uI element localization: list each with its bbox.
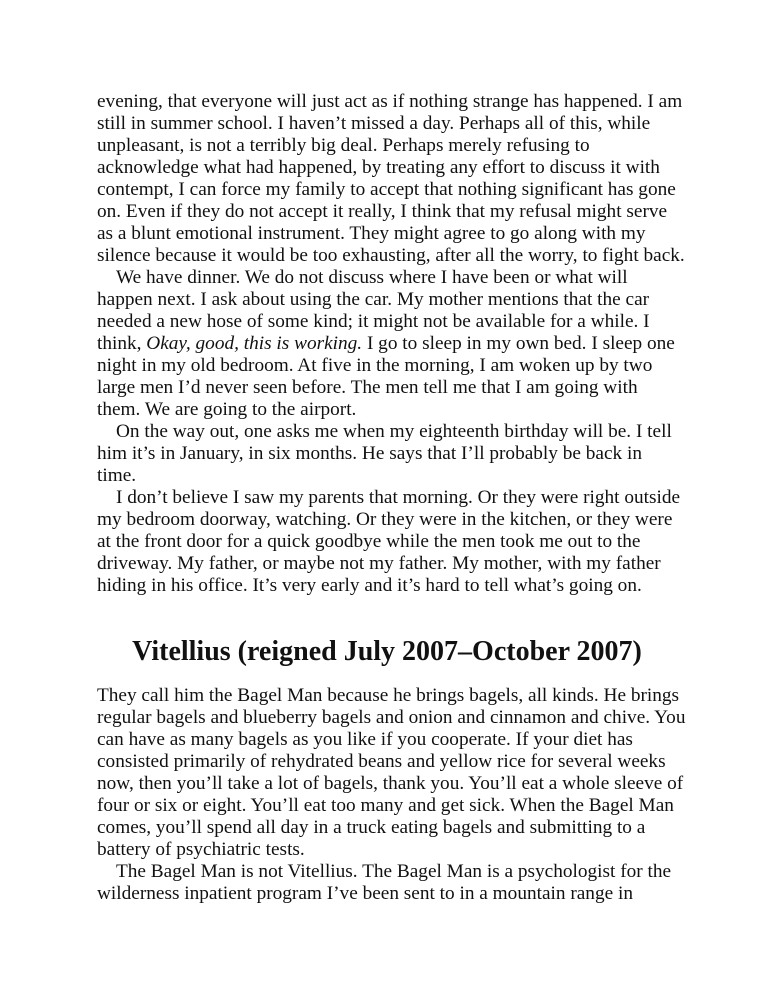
text-line: them. We are going to the airport. — [97, 399, 357, 420]
paragraph-way-out — [97, 421, 677, 487]
text-line: him it’s in January, in six months. He says that I’ll probably be back in — [97, 443, 642, 464]
text-line: consisted primarily of rehydrated beans and yellow rice for several weeks — [97, 751, 666, 772]
text-line: The Bagel Man is not Vitellius. The Bagel Man is a psychologist for the — [116, 861, 672, 882]
text-line: silence because it would be too exhausting, after all the worry, to fight back. — [97, 245, 685, 266]
text-line: regular bagels and blueberry bagels and onion and cinnamon and chive. You — [97, 707, 686, 728]
text-line: driveway. My father, or maybe not my father. My mother, with my father — [97, 553, 661, 574]
book-page — [97, 91, 686, 905]
text-line: evening, that everyone will just act as if nothing strange has happened. I am — [97, 91, 683, 112]
text-line: on. Even if they do not accept it really, I think that my refusal might serve — [97, 201, 668, 222]
text-line: unpleasant, is not a terribly big deal. Perhaps merely refusing to — [97, 135, 590, 156]
text-line: at the front door for a quick goodbye while the men took me out to the — [97, 531, 641, 552]
text-line: contempt, I can force my family to accept that nothing significant has gone — [97, 179, 676, 200]
text-line: They call him the Bagel Man because he brings bagels, all kinds. He brings — [97, 685, 680, 706]
text-run: I go to sleep in my own bed. I sleep one — [362, 333, 675, 354]
text-line: can have as many bagels as you like if you cooperate. If your diet has — [97, 729, 633, 750]
section-heading: Vitellius (reigned July 2007–October 2007) — [132, 636, 642, 667]
text-line: as a blunt emotional instrument. They might agree to go along with my — [97, 223, 646, 244]
text-line: night in my old bedroom. At five in the morning, I am woken up by two — [97, 355, 653, 376]
text-line: On the way out, one asks me when my eighteenth birthday will be. I tell — [116, 421, 672, 442]
text-line: large men I’d never seen before. The men tell me that I am going with — [97, 377, 638, 398]
paragraph-bagel-man — [97, 685, 686, 861]
text-line: my bedroom doorway, watching. Or they were in the kitchen, or they were — [97, 509, 673, 530]
text-run: think, — [97, 333, 147, 354]
text-line: four or six or eight. You’ll eat too many and get sick. When the Bagel Man — [97, 795, 674, 816]
text-line: I don’t believe I saw my parents that morning. Or they were right outside — [116, 487, 681, 508]
text-line: happen next. I ask about using the car. My mother mentions that the car — [97, 289, 650, 310]
paragraph-parents — [97, 487, 681, 597]
text-line: battery of psychiatric tests. — [97, 839, 305, 860]
text-line: We have dinner. We do not discuss where I have been or what will — [116, 267, 628, 288]
paragraph-not-vitellius — [97, 861, 677, 905]
text-line: still in summer school. I haven’t missed a day. Perhaps all of this, while — [97, 113, 651, 134]
text-line: needed a new hose of some kind; it might not be available for a while. I — [97, 311, 650, 332]
text-line: acknowledge what had happened, by treating any effort to discuss it with — [97, 157, 660, 178]
text-line: comes, you’ll spend all day in a truck eating bagels and submitting to a — [97, 817, 646, 838]
paragraph-continuation — [97, 91, 685, 267]
text-line-with-italic — [97, 333, 677, 355]
text-line: time. — [97, 465, 137, 486]
paragraph-dinner — [97, 267, 677, 421]
text-line: now, then you’ll take a lot of bagels, thank you. You’ll eat a whole sleeve of — [97, 773, 684, 794]
text-line: wilderness inpatient program I’ve been sent to in a mountain range in — [97, 883, 633, 904]
text-line: hiding in his office. It’s very early and it’s hard to tell what’s going on. — [97, 575, 642, 596]
italic-thought: Okay, good, this is working. — [146, 333, 363, 354]
